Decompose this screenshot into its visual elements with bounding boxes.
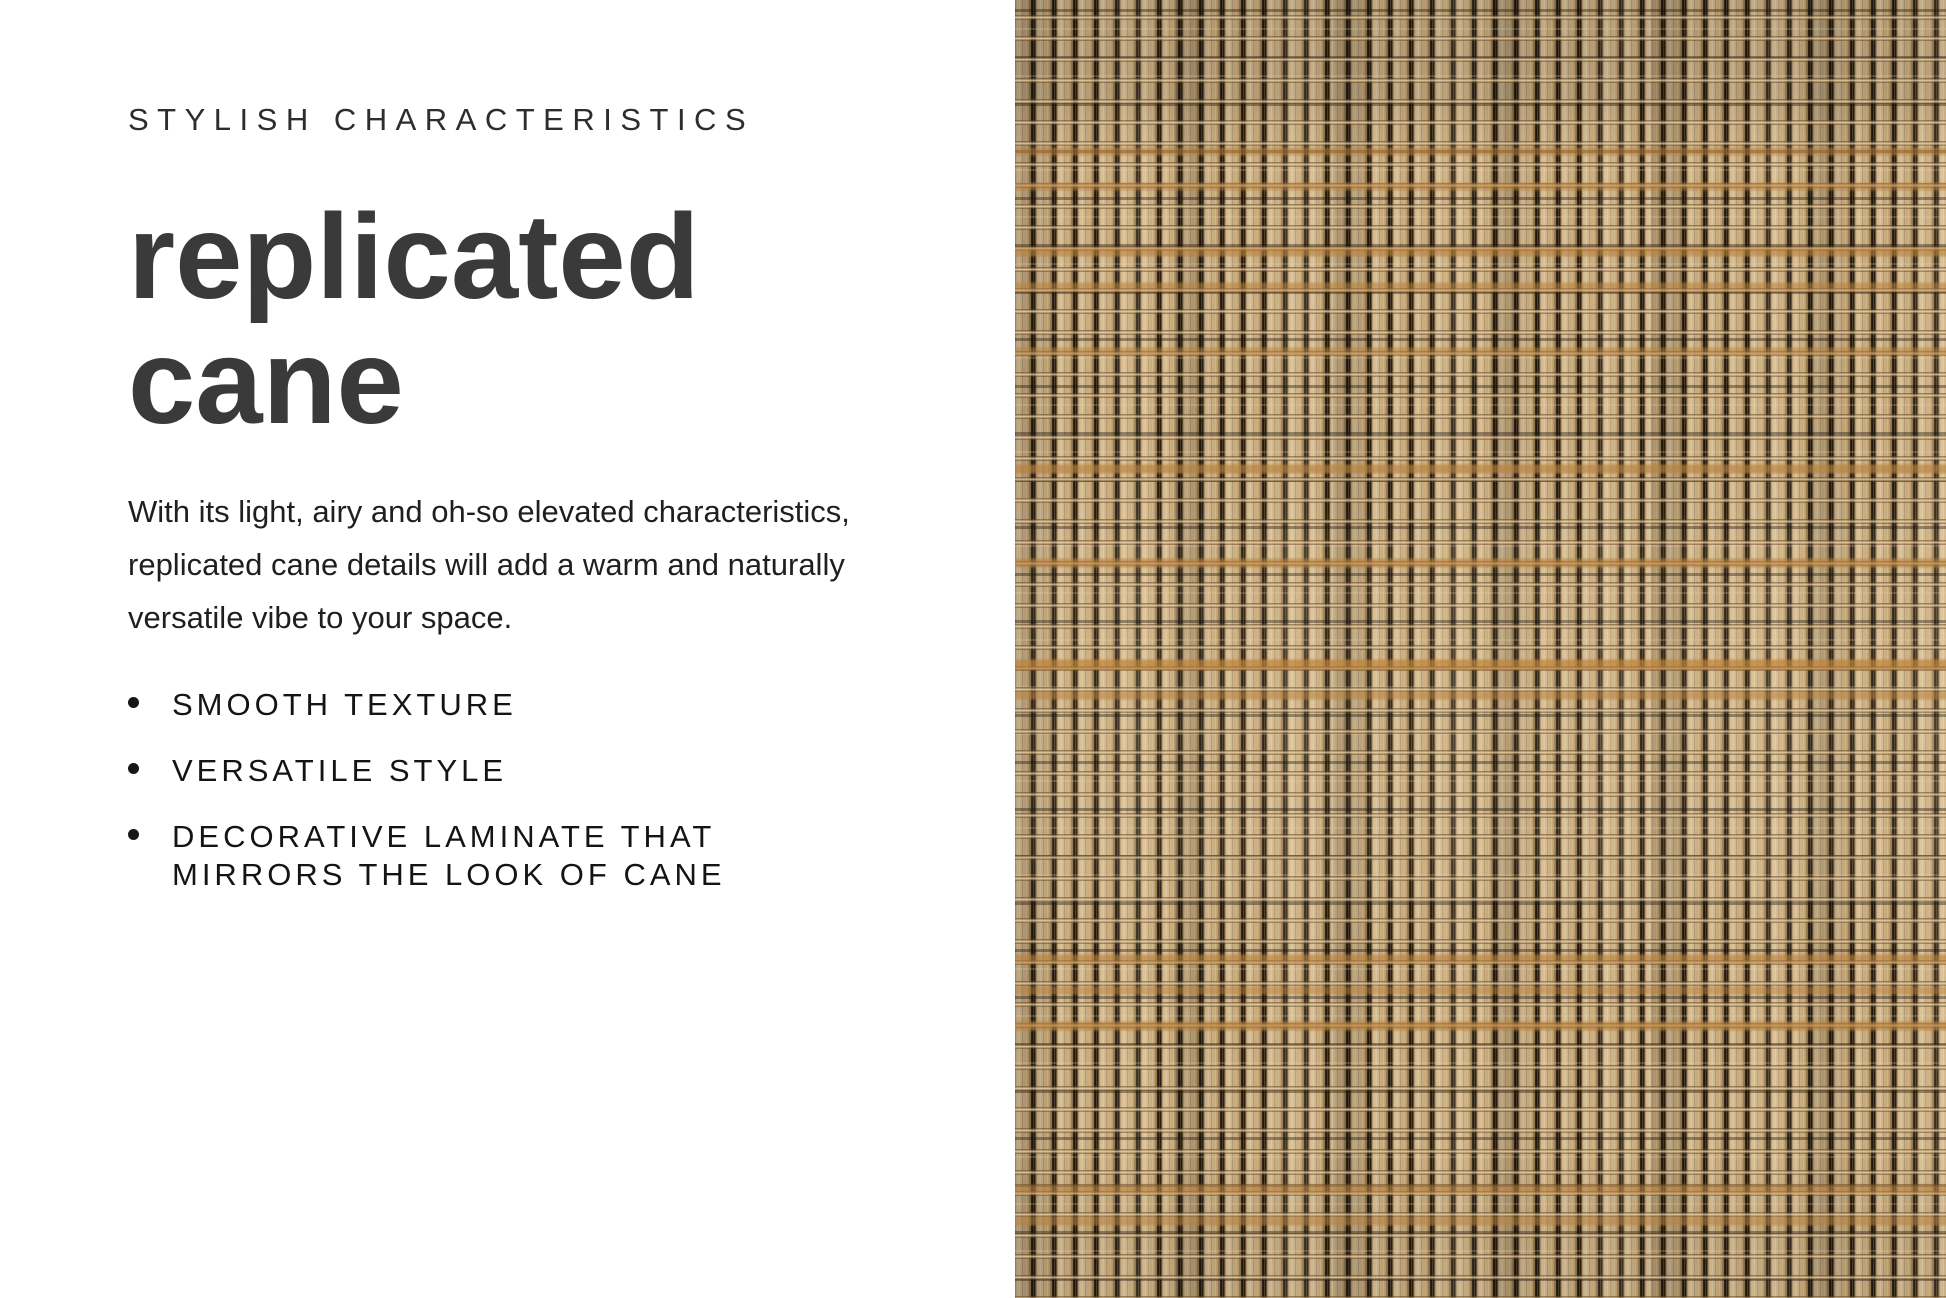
feature-label: VERSATILE STYLE bbox=[172, 753, 508, 788]
bullet-icon bbox=[128, 763, 139, 774]
cane-texture-image bbox=[1015, 0, 1946, 1298]
bullet-icon bbox=[128, 697, 139, 708]
feature-label: DECORATIVE LAMINATE THAT MIRRORS THE LOOK OF CANE bbox=[172, 819, 726, 892]
feature-label: SMOOTH TEXTURE bbox=[172, 687, 517, 722]
page-title: replicated cane bbox=[128, 188, 700, 449]
list-item bbox=[128, 818, 740, 894]
feature-list bbox=[128, 686, 740, 894]
list-item bbox=[128, 752, 740, 790]
description-paragraph: With its light, airy and oh-so elevated characteristics, replicated cane details will add a warm and naturally versatile vibe to your space. bbox=[128, 494, 850, 635]
bullet-icon bbox=[128, 829, 139, 840]
list-item bbox=[128, 686, 740, 724]
eyebrow-label: STYLISH CHARACTERISTICS bbox=[128, 102, 755, 137]
